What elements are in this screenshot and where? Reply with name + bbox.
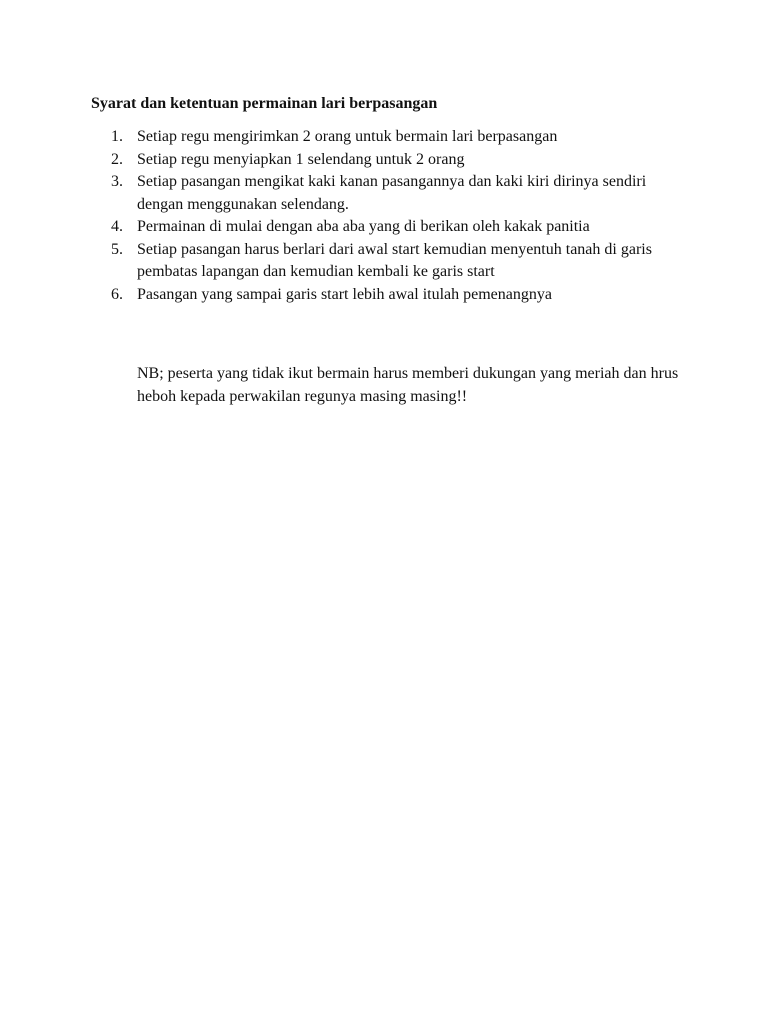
rule-text: Setiap regu menyiapkan 1 selendang untuk 2 orang — [137, 150, 465, 168]
rule-item — [91, 216, 691, 239]
rule-number: 6. — [111, 285, 123, 303]
rules-list — [91, 126, 691, 306]
rule-number: 3. — [111, 173, 123, 190]
rule-item — [91, 171, 691, 216]
rule-item — [91, 149, 691, 172]
rule-text: Permainan di mulai dengan aba aba yang di berikan oleh kakak panitia — [137, 218, 590, 235]
rule-number: 1. — [111, 128, 123, 145]
document-title: Syarat dan ketentuan permainan lari berpasangan — [91, 95, 438, 112]
rule-number: 4. — [111, 218, 123, 235]
rule-text: Setiap pasangan mengikat kaki kanan pasangannya dan kaki kiri dirinya sendiri dengan menggunakan selendang. — [137, 173, 647, 213]
rule-text: Pasangan yang sampai garis start lebih awal itulah pemenangnya — [137, 285, 552, 303]
rule-text: Setiap pasangan harus berlari dari awal start kemudian menyentuh tanah di garis pembatas lapangan dan kemudian kembali ke garis start — [137, 240, 652, 280]
rule-text: Setiap regu mengirimkan 2 orang untuk bermain lari berpasangan — [137, 128, 558, 145]
note-paragraph: NB; peserta yang tidak ikut bermain harus memberi dukungan yang meriah dan hrus heboh kepada perwakilan regunya masing masing!! — [137, 365, 679, 405]
rule-item — [91, 126, 691, 149]
rule-item — [91, 284, 691, 307]
rule-item — [91, 239, 691, 284]
rule-number: 2. — [111, 150, 123, 168]
rule-number: 5. — [111, 240, 123, 258]
